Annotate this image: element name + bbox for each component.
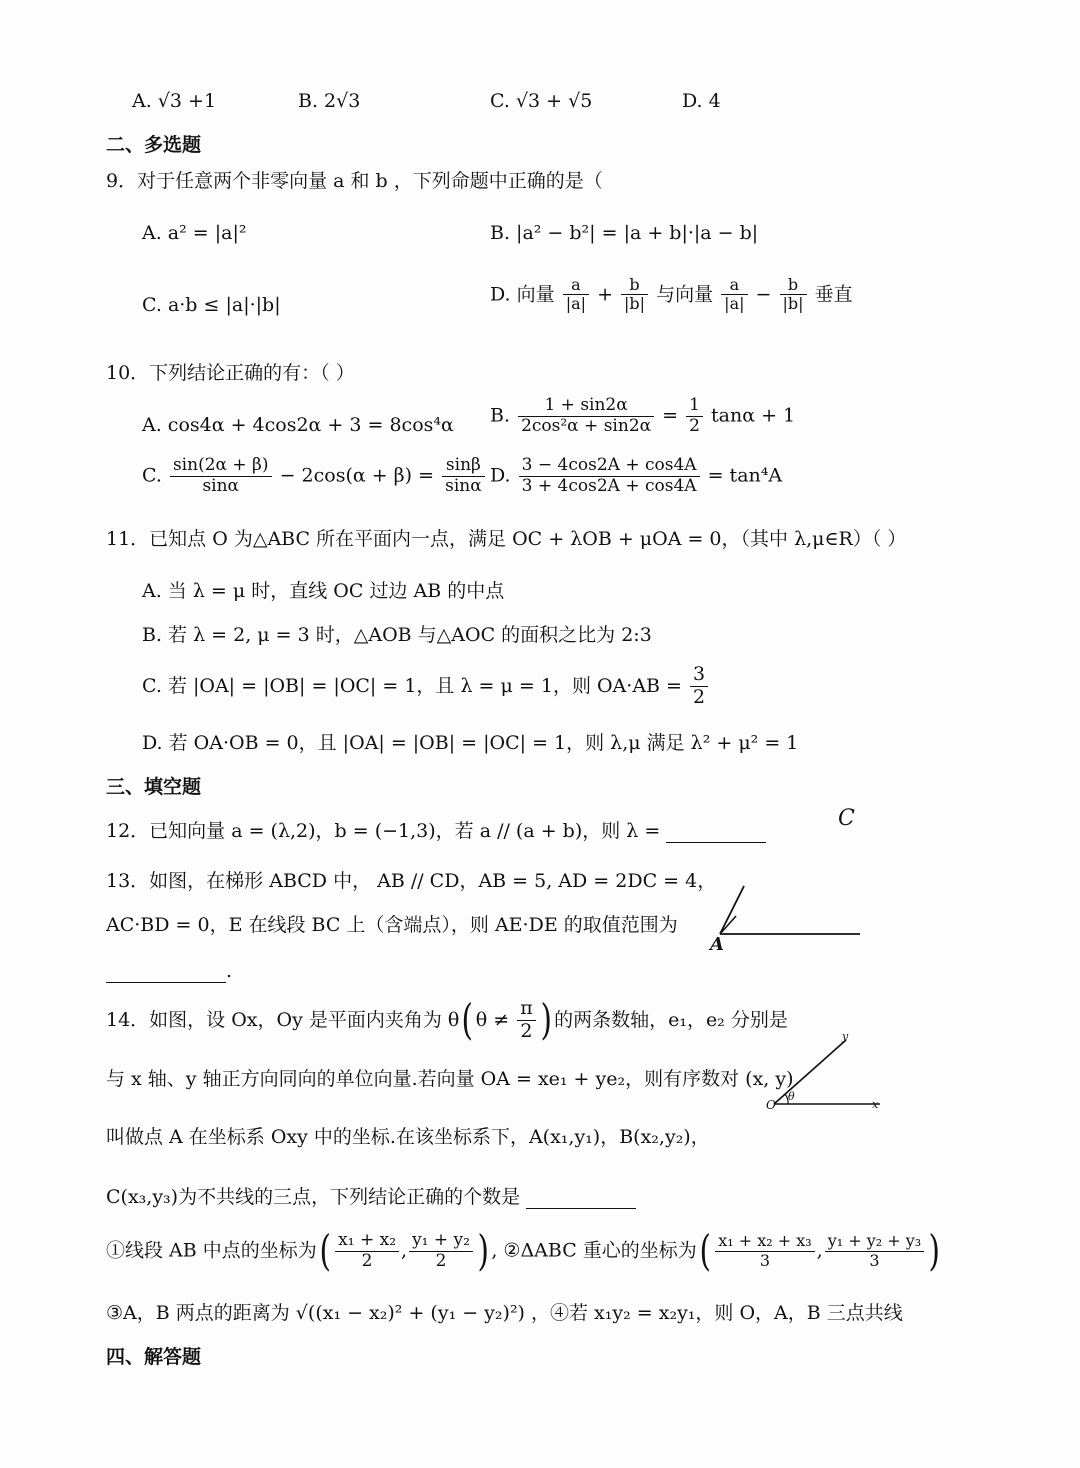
q9-d-frac-3 — [721, 276, 747, 314]
q10-d-tail: = tan⁴A — [707, 464, 783, 487]
q9-d-f2-num: b — [621, 276, 648, 295]
q11-option-b: B. 若 λ = 2, μ = 3 时，△AOB 与△AOC 的面积之比为 2:3 — [142, 624, 652, 646]
q9-d-suffix: 垂直 — [814, 283, 853, 306]
q14-figure-label-y: y — [842, 1030, 849, 1043]
q11-option-c — [142, 664, 710, 709]
q9-d-f1-den: |a| — [565, 294, 587, 314]
q10-b-num: 1 + sin2α — [518, 396, 654, 417]
q14-s1-yn: y₁ + y₂ — [409, 1231, 473, 1252]
q10-option-b — [490, 396, 795, 436]
q14-s2-xn: x₁ + x₂ + x₃ — [715, 1232, 814, 1251]
q9-option-d — [490, 276, 853, 314]
q14-s1-pre: ①线段 AB 中点的坐标为 — [106, 1239, 317, 1262]
q14-line-1-b: 的两条数轴，e₁，e₂ 分别是 — [554, 1008, 788, 1031]
q14-s2-xfrac — [715, 1232, 814, 1270]
q9-stem: 9．对于任意两个非零向量 a 和 b ，下列命题中正确的是（ — [106, 170, 603, 192]
q10-option-c — [142, 456, 487, 496]
q9-option-c: C. a·b ≤ |a|·|b| — [142, 294, 281, 316]
section-3-title: 三、填空题 — [106, 776, 202, 798]
q13-line-2: AC·BD = 0，E 在线段 BC 上（含端点），则 AE·DE 的取值范围为 — [106, 914, 678, 936]
q10-c-mid: − 2cos(α + β) = — [279, 464, 435, 487]
q11-stem: 11．已知点 O 为△ABC 所在平面内一点，满足 OC + λOB + μOA = 0，（其中 λ,μ∈R）（ ） — [106, 528, 907, 550]
q14-line-4-text: C(x₃,y₃)为不共线的三点，下列结论正确的个数是 — [106, 1186, 521, 1208]
q10-b-den: 2cos²α + sin2α — [521, 415, 652, 436]
q9-d-f2-den: |b| — [624, 294, 646, 314]
q9-option-b: B. |a² − b²| = |a + b|·|a − b| — [490, 222, 759, 244]
q10-c-rfrac — [442, 456, 485, 496]
q13-line-3-end: . — [226, 960, 233, 982]
q10-d-frac — [519, 456, 700, 496]
q11-c-text: C. 若 |OA| = |OB| = |OC| = 1，且 λ = μ = 1，则 OA·AB = — [142, 674, 682, 697]
q14-line-1 — [106, 995, 788, 1045]
q9-d-minus: − — [755, 283, 772, 306]
q13-answer-blank[interactable] — [106, 962, 226, 983]
q14-pi-num: π — [517, 998, 536, 1021]
q14-s2-yn: y₁ + y₂ + y₃ — [825, 1232, 925, 1251]
q10-c-rden: sinα — [445, 475, 482, 496]
q9-d-mid: 与向量 — [656, 283, 714, 306]
q13-trapezoid-figure — [700, 880, 870, 960]
q9-d-frac-1 — [563, 276, 589, 314]
q9-d-f1-num: a — [563, 276, 589, 295]
q14-pi-den: 2 — [520, 1019, 533, 1042]
q14-s2-open: ( — [699, 1226, 711, 1275]
q10-c-rnum: sinβ — [442, 456, 485, 477]
q14-s2-yfrac — [825, 1232, 925, 1270]
q10-d-num: 3 − 4cos2A + cos4A — [519, 456, 700, 477]
q14-s2-pre: , ②ΔABC 重心的坐标为 — [491, 1239, 697, 1262]
q9-d-frac-4 — [780, 276, 807, 314]
q10-b-half-num: 1 — [686, 396, 703, 417]
q10-b-eq: = — [662, 404, 679, 427]
q14-figure-label-o: O — [766, 1098, 776, 1112]
q10-c-num: sin(2α + β) — [170, 456, 272, 477]
q11-c-den: 2 — [693, 685, 706, 708]
q11-c-frac — [690, 664, 708, 709]
q14-s1-close: ) — [477, 1226, 489, 1275]
q9-d-f4-num: b — [780, 276, 807, 295]
q12-answer-blank[interactable] — [666, 822, 766, 843]
q14-theta-pre: θ ≠ — [475, 1008, 510, 1031]
q10-stem: 10．下列结论正确的有：（ ） — [106, 362, 355, 384]
q12-stem: 12．已知向量 a = (λ,2)，b = (−1,3)，若 a // (a + b)，则 λ = — [106, 820, 661, 842]
q14-line-2: 与 x 轴、y 轴正方向同向的单位向量.若向量 OA = xe₁ + ye₂，则有序数对 (x, y) — [106, 1068, 794, 1090]
q14-s1-open: ( — [319, 1226, 331, 1275]
section-4-title: 四、解答题 — [106, 1346, 202, 1368]
q8-option-d: D. 4 — [682, 90, 721, 112]
q10-d-den: 3 + 4cos2A + cos4A — [521, 475, 697, 496]
q10-option-d — [490, 456, 782, 496]
q13-edge-ad — [720, 886, 744, 934]
q9-d-plus: + — [597, 283, 613, 306]
q14-paren-close: ) — [540, 995, 552, 1045]
q10-d-label: D. — [490, 464, 511, 487]
q9-d-frac-2 — [621, 276, 648, 314]
q13-line-1: 13．如图，在梯形 ABCD 中， AB // CD，AB = 5, AD = 2DC = 4， — [106, 870, 717, 892]
q9-d-f3-num: a — [721, 276, 747, 295]
q14-s2-yd: 3 — [869, 1250, 880, 1270]
q14-pi-frac — [517, 998, 536, 1043]
q14-s1-xfrac — [335, 1231, 399, 1271]
q14-statements-1-2: ①线段 AB 中点的坐标为( $\frac{\text{x₁ + x₂}}{2}$ , $\frac{\text{y₁ + y₂}}{2}$ ) , ②ΔABC 重心的坐标为( $\frac{\text{x₁ + x₂ + x₃}}{3}$ , $\frac{\text{y₁ + y₂ + y₃}}{3}$ ) — [106, 1226, 941, 1275]
q12-text — [106, 820, 766, 843]
q14-s1-yfrac — [409, 1231, 473, 1271]
q10-c-frac — [170, 456, 272, 496]
q8-option-a: A. √3 +1 — [132, 90, 217, 112]
q14-paren-open: ( — [461, 995, 474, 1045]
q9-d-f4-den: |b| — [782, 294, 804, 314]
q10-b-frac — [518, 396, 654, 436]
q11-option-a: A. 当 λ = μ 时，直线 OC 过边 AB 的中点 — [142, 580, 505, 602]
q10-c-label: C. — [142, 464, 162, 487]
q14-s1-yd: 2 — [435, 1250, 447, 1271]
q14-figure-label-x: x — [872, 1098, 879, 1111]
q14-answer-blank[interactable] — [526, 1188, 636, 1209]
q13-line-3 — [106, 960, 232, 983]
q14-s1-xn: x₁ + x₂ — [335, 1231, 399, 1252]
q14-line-1-a: 14．如图，设 Ox，Oy 是平面内夹角为 θ — [106, 1008, 460, 1031]
q11-option-d: D. 若 OA·OB = 0，且 |OA| = |OB| = |OC| = 1，则 λ,μ 满足 λ² + μ² = 1 — [142, 732, 799, 754]
q14-line-4 — [106, 1186, 636, 1209]
q14-axes-figure — [760, 1030, 890, 1120]
q10-b-tail: tanα + 1 — [711, 404, 796, 427]
section-2-title: 二、多选题 — [106, 134, 202, 156]
q10-b-half-den: 2 — [689, 415, 700, 436]
q10-option-a: A. cos4α + 4cos2α + 3 = 8cos⁴α — [142, 414, 454, 436]
q14-s2-close: ) — [928, 1226, 941, 1275]
q10-b-half — [686, 396, 703, 436]
q9-d-prefix: D. 向量 — [490, 283, 555, 306]
q9-d-f3-den: |a| — [724, 294, 745, 314]
q14-figure-label-theta: θ — [788, 1090, 795, 1103]
q10-b-label: B. — [490, 404, 511, 427]
q8-option-c: C. √3 + √5 — [490, 90, 593, 112]
q9-option-a: A. a² = |a|² — [142, 222, 247, 244]
q13-figure-label-c: C — [838, 806, 855, 831]
q14-s2-xd: 3 — [759, 1250, 771, 1270]
q13-figure-label-a: A — [710, 934, 724, 955]
q8-option-b: B. 2√3 — [298, 90, 361, 112]
q11-c-num: 3 — [690, 664, 708, 687]
q14-line-3: 叫做点 A 在坐标系 Oxy 中的坐标.在该坐标系下，A(x₁,y₁)，B(x₂,y₂)， — [106, 1126, 710, 1148]
q10-c-den: sinα — [202, 475, 240, 496]
q14-statements-3-4: ③A，B 两点的距离为 √((x₁ − x₂)² + (y₁ − y₂)²) ，④若 x₁y₂ = x₂y₁，则 O，A，B 三点共线 — [106, 1302, 903, 1324]
q14-s1-xd: 2 — [361, 1250, 373, 1271]
